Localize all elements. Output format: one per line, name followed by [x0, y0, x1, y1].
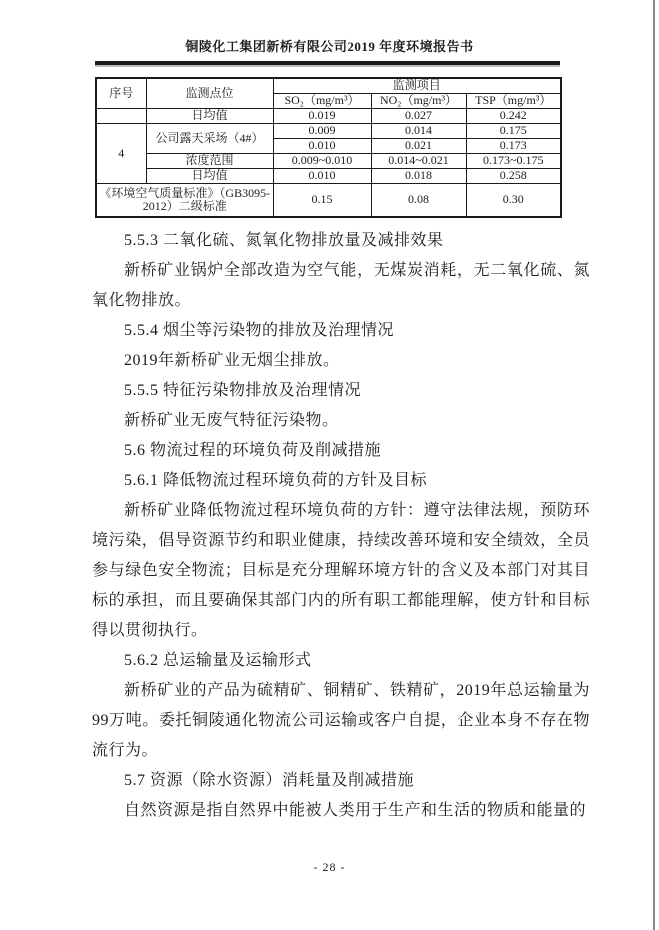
col-header-no2: NO₂（mg/m³）: [371, 93, 466, 108]
paragraph-logistics-policy: 新桥矿业降低物流过程环境负荷的方针：遵守法律法规，预防环境污染，倡导资源节约和职业健康，持续改善环境和安全绩效，全员参与绿色安全物流；目标是充分理解环境方针的含义及本部门对其目标的承担，而且要确保其部门内的所有职工都能理解，使方针和目标得以贯彻执行。: [92, 502, 590, 639]
table-row: [96, 153, 561, 168]
cell-so2: 0.019: [273, 108, 371, 123]
table-header-row-1: [96, 78, 561, 93]
cell-index-4: 4: [96, 123, 146, 183]
cell-standard-tsp: 0.30: [466, 183, 561, 217]
air-quality-monitoring-table: [95, 77, 562, 218]
section-heading-5-5-4: 5.5.4 烟尘等污染物的排放及治理情况: [124, 322, 395, 339]
cell-tsp: 0.173: [466, 138, 561, 153]
page-number: - 28 -: [313, 860, 346, 874]
table-row: [96, 108, 561, 123]
cell-tsp: 0.242: [466, 108, 561, 123]
cell-point-open-pit: 公司露天采场（4#）: [146, 123, 273, 153]
cell-no2: 0.014~0.021: [371, 153, 466, 168]
paragraph-no-characteristic-pollutants: 新桥矿业无废气特征污染物。: [124, 412, 339, 429]
section-heading-5-5-3: 5.5.3 二氧化硫、氮氧化物排放量及减排效果: [124, 232, 444, 249]
section-heading-5-6-1: 5.6.1 降低物流过程环境负荷的方针及目标: [124, 472, 428, 489]
header-rule: [95, 61, 560, 67]
section-heading-5-7: 5.7 资源（除水资源）消耗量及削减措施: [124, 772, 415, 789]
cell-no2: 0.021: [371, 138, 466, 153]
col-header-index: 序号: [96, 78, 146, 108]
cell-point-range: 浓度范围: [146, 153, 273, 168]
section-heading-5-5-5: 5.5.5 特征污染物排放及治理情况: [124, 382, 362, 399]
col-header-monitor-point: 监测点位: [146, 78, 273, 108]
col-header-tsp: TSP（mg/m³）: [466, 93, 561, 108]
paragraph-natural-resources: 自然资源是指自然界中能被人类用于生产和生活的物质和能量的: [124, 802, 587, 819]
cell-so2: 0.009~0.010: [273, 153, 371, 168]
cell-no2: 0.014: [371, 123, 466, 138]
cell-standard-label: 《环境空气质量标准》（GB3095-2012）二级标准: [96, 183, 273, 217]
cell-no2: 0.018: [371, 168, 466, 183]
cell-so2: 0.010: [273, 138, 371, 153]
cell-point-daily-avg: 日均值: [146, 168, 273, 183]
table-row: [96, 123, 561, 138]
cell-so2: 0.010: [273, 168, 371, 183]
cell-standard-no2: 0.08: [371, 183, 466, 217]
paragraph-boiler-retrofit: 新桥矿业锅炉全部改造为空气能，无煤炭消耗，无二氧化硫、氮氧化物排放。: [92, 262, 590, 309]
cell-tsp: 0.173~0.175: [466, 153, 561, 168]
cell-index-empty: [96, 108, 146, 123]
cell-point: 日均值: [146, 108, 273, 123]
cell-no2: 0.027: [371, 108, 466, 123]
body-text: [92, 226, 590, 826]
cell-tsp: 0.175: [466, 123, 561, 138]
page-right-edge: [653, 0, 655, 930]
cell-tsp: 0.258: [466, 168, 561, 183]
col-header-group-monitor-items: 监测项目: [273, 78, 561, 93]
report-header-title: 铜陵化工集团新桥有限公司2019 年度环境报告书: [185, 39, 474, 54]
paragraph-transport-volume: 新桥矿业的产品为硫精矿、铜精矿、铁精矿，2019年总运输量为99万吨。委托铜陵通化物流公司运输或客户自提，企业本身不存在物流行为。: [92, 682, 590, 759]
cell-standard-so2: 0.15: [273, 183, 371, 217]
section-heading-5-6-2: 5.6.2 总运输量及运输形式: [124, 652, 312, 669]
table-row: [96, 168, 561, 183]
table-row-standard: [96, 183, 561, 217]
section-heading-5-6: 5.6 物流过程的环境负荷及削减措施: [124, 442, 382, 459]
cell-so2: 0.009: [273, 123, 371, 138]
col-header-so2: SO₂（mg/m³）: [273, 93, 371, 108]
paragraph-no-dust: 2019年新桥矿业无烟尘排放。: [124, 352, 340, 369]
